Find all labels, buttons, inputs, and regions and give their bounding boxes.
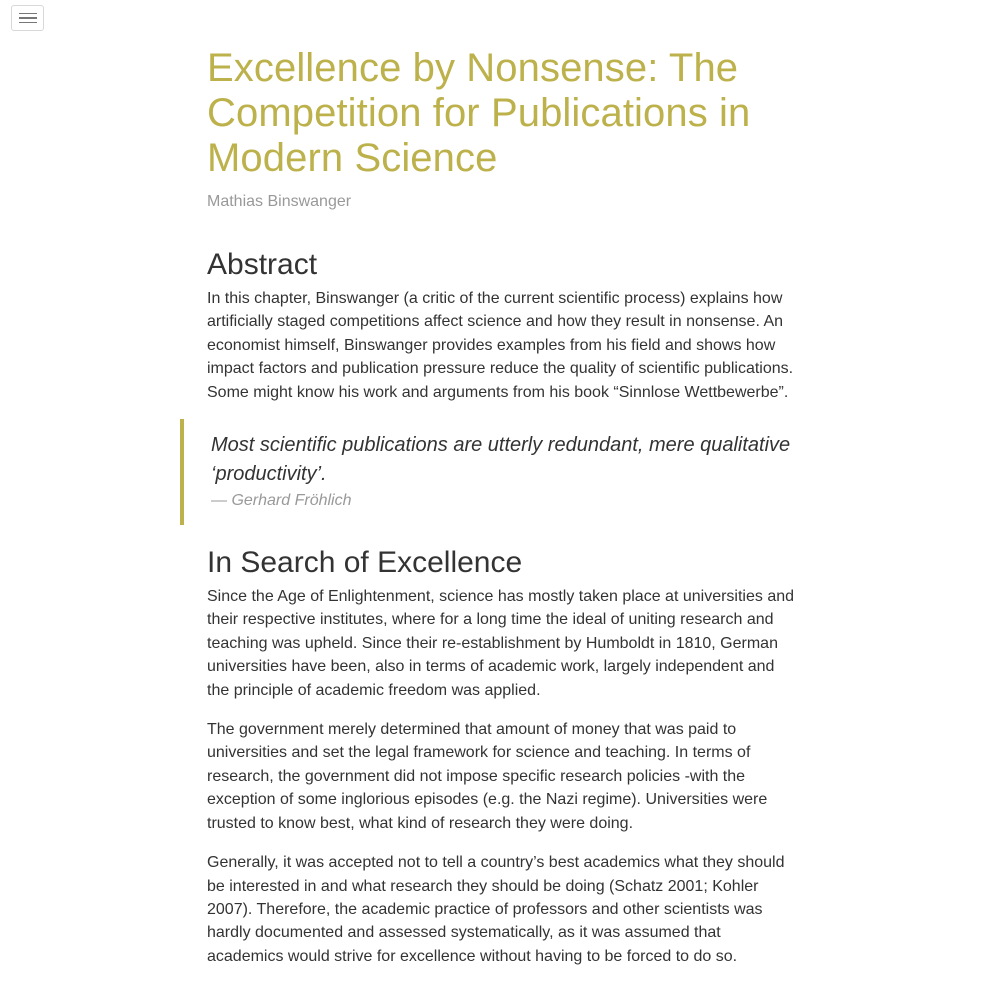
article-author: Mathias Binswanger [207, 193, 352, 210]
hamburger-menu-icon [19, 13, 37, 15]
article-title: Excellence by Nonsense: The Competition for Publications in Modern Science [207, 46, 751, 180]
section-paragraph: The government merely determined that amount of money that was paid to universities and set the legal framework for science and teaching. In terms of research, the government did not impose specific research policies -with the exception of some inglorious episodes (e.g. the Nazi regime). Universities were trusted to know best, what kind of research they were doing. [207, 721, 768, 832]
section-paragraph: Generally, it was accepted not to tell a country’s best academics what they should be interested in and what research they should be doing (Schatz 2001; Kohler 2007). Therefore, the academic practice of professors and other scientists was hardly documented and assessed systematically, as it was assumed that academics would strive for excellence without having to be forced to do so. [207, 854, 785, 965]
menu-toggle-button[interactable] [11, 5, 44, 31]
hamburger-menu-icon-bar [19, 17, 37, 19]
hamburger-menu-icon-bar [19, 22, 37, 24]
section-heading: In Search of Excellence [207, 546, 523, 580]
article-content [207, 46, 797, 968]
abstract-heading: Abstract [207, 248, 318, 281]
quote-source: — Gerhard Fröhlich [211, 492, 352, 510]
section-paragraph: Since the Age of Enlightenment, science has mostly taken place at universities and their respective institutes, where for a long time the ideal of uniting research and teaching was upheld. Since their re-establishment by Humboldt in 1810, German universities have been, also in terms of academic work, largely independent and the principle of academic freedom was applied. [207, 588, 795, 699]
abstract-text: In this chapter, Binswanger (a critic of the current scientific process) explains how artificially staged competitions affect science and how they result in nonsense. An economist himself, Binswanger provides examples from his field and shows how impact factors and publication pressure reduce the quality of scientific publications. Some might know his work and arguments from his book “Sinnlose Wettbewerbe”. [207, 290, 794, 401]
blockquote [180, 419, 797, 525]
quote-text: Most scientific publications are utterly redundant, mere qualitative ‘productivity’. [211, 434, 791, 486]
